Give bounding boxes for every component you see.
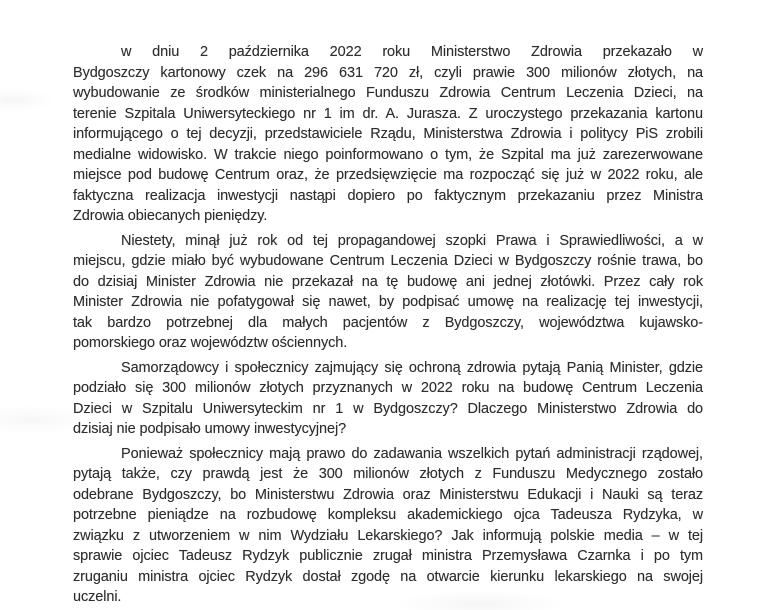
text-line: zruganiu ministra ojciec Rydzyk dostał zgodę na otwarcie kierunku lekarskiego na swojej [73, 568, 703, 585]
text-line: do dzisiaj Minister Zdrowia nie przekazał na tę budowę ani jednej złotówki. Przez cały rok [73, 273, 703, 290]
text-line: medialne widowisko. W trakcie niego poinformowano o tym, że Szpital ma już zarezerwowane [73, 146, 703, 163]
text-line: terenie Szpitala Uniwersyteckiego nr 1 im dr. A. Jurasza. Z uroczystego przekazania kartonu [73, 105, 703, 122]
paragraph-4 [73, 444, 703, 608]
text-line: potrzebne pieniądze na rozbudowę kompleksu akademickiego ojca Tadeusza Rydzyka, w [73, 507, 703, 523]
text-line: dzisiaj nie podpisało umowy inwestycyjnej? [73, 421, 347, 437]
paragraph-2 [73, 231, 703, 354]
text-line: uczelni. [73, 589, 122, 605]
text-line: miejsce pod budowę Centrum oraz, że przedsięwzięcie ma rozpocząć się już w 2022 roku, ale [73, 167, 703, 183]
text-line: odebrane Bydgoszczy, bo Ministerstwu Zdrowia oraz Ministerstwu Edukacji i Nauki są teraz [73, 486, 703, 503]
text-line: wybudowanie ze środków ministerialnego Funduszu Zdrowia Centrum Leczenia Dzieci, na [73, 85, 703, 101]
text-line: Dzieci w Szpitalu Uniwersyteckim nr 1 w Bydgoszczy? Dlaczego Ministerstwo Zdrowia do [73, 400, 703, 417]
text-line: informującego o tej decyzji, przedstawiciele Rządu, Ministerstwa Zdrowia i politycy PiS zrobili [73, 126, 703, 142]
text-line: Zdrowia obiecanych pieniędzy. [73, 208, 268, 224]
letter-body [73, 42, 703, 608]
text-line: tak bardzo potrzebnej dla małych pacjentów z Bydgoszczy, województwa kujawsko- [73, 314, 703, 331]
text-line: pytają także, czy prawdą jest że 300 milionów złotych z Funduszu Medycznego zostało [73, 466, 703, 482]
text-line: sprawie ojciec Tadeusz Rydzyk publicznie zrugał ministra Przemysława Czarnka i po tym [73, 548, 703, 564]
paragraph-3 [73, 358, 703, 440]
text-line: Minister Zdrowia nie pofatygował się nawet, by podpisać umowę na realizację tej inwestycji, [73, 294, 703, 310]
text-line: pomorskiego oraz województw ościennych. [73, 335, 348, 351]
text-line: faktyczna realizacja inwestycji nastąpi dopiero po faktycznym przekazaniu przez Ministra [73, 187, 703, 204]
text-line: podziało się 300 milionów złotych przyznanych w 2022 roku na budowę Centrum Leczenia [73, 380, 703, 396]
text-line: związku z utworzeniem w nim Wydziału Lekarskiego? Jak informują polskie media – w tej [73, 527, 703, 544]
text-line: Niestety, minął już rok od tej propagandowej szopki Prawa i Sprawiedliwości, a w [121, 232, 703, 249]
text-line: Bydgoszczy kartonowy czek na 296 631 720 zł, czyli prawie 300 milionów złotych, na [73, 64, 703, 81]
text-line: w dniu 2 października 2022 roku Ministerstwo Zdrowia przekazało w [121, 44, 703, 60]
text-line: Ponieważ społecznicy mają prawo do zadawania wszelkich pytań administracji rządowej, [121, 445, 703, 462]
text-line: miejscu, gdzie miało być wybudowane Centrum Leczenia Dzieci w Bydgoszczy rośnie trawa, bo [73, 253, 703, 269]
text-line: Samorządowcy i społecznicy zajmujący się ochroną zdrowia pytają Panią Minister, gdzie [121, 359, 703, 376]
paragraph-1 [73, 42, 703, 227]
